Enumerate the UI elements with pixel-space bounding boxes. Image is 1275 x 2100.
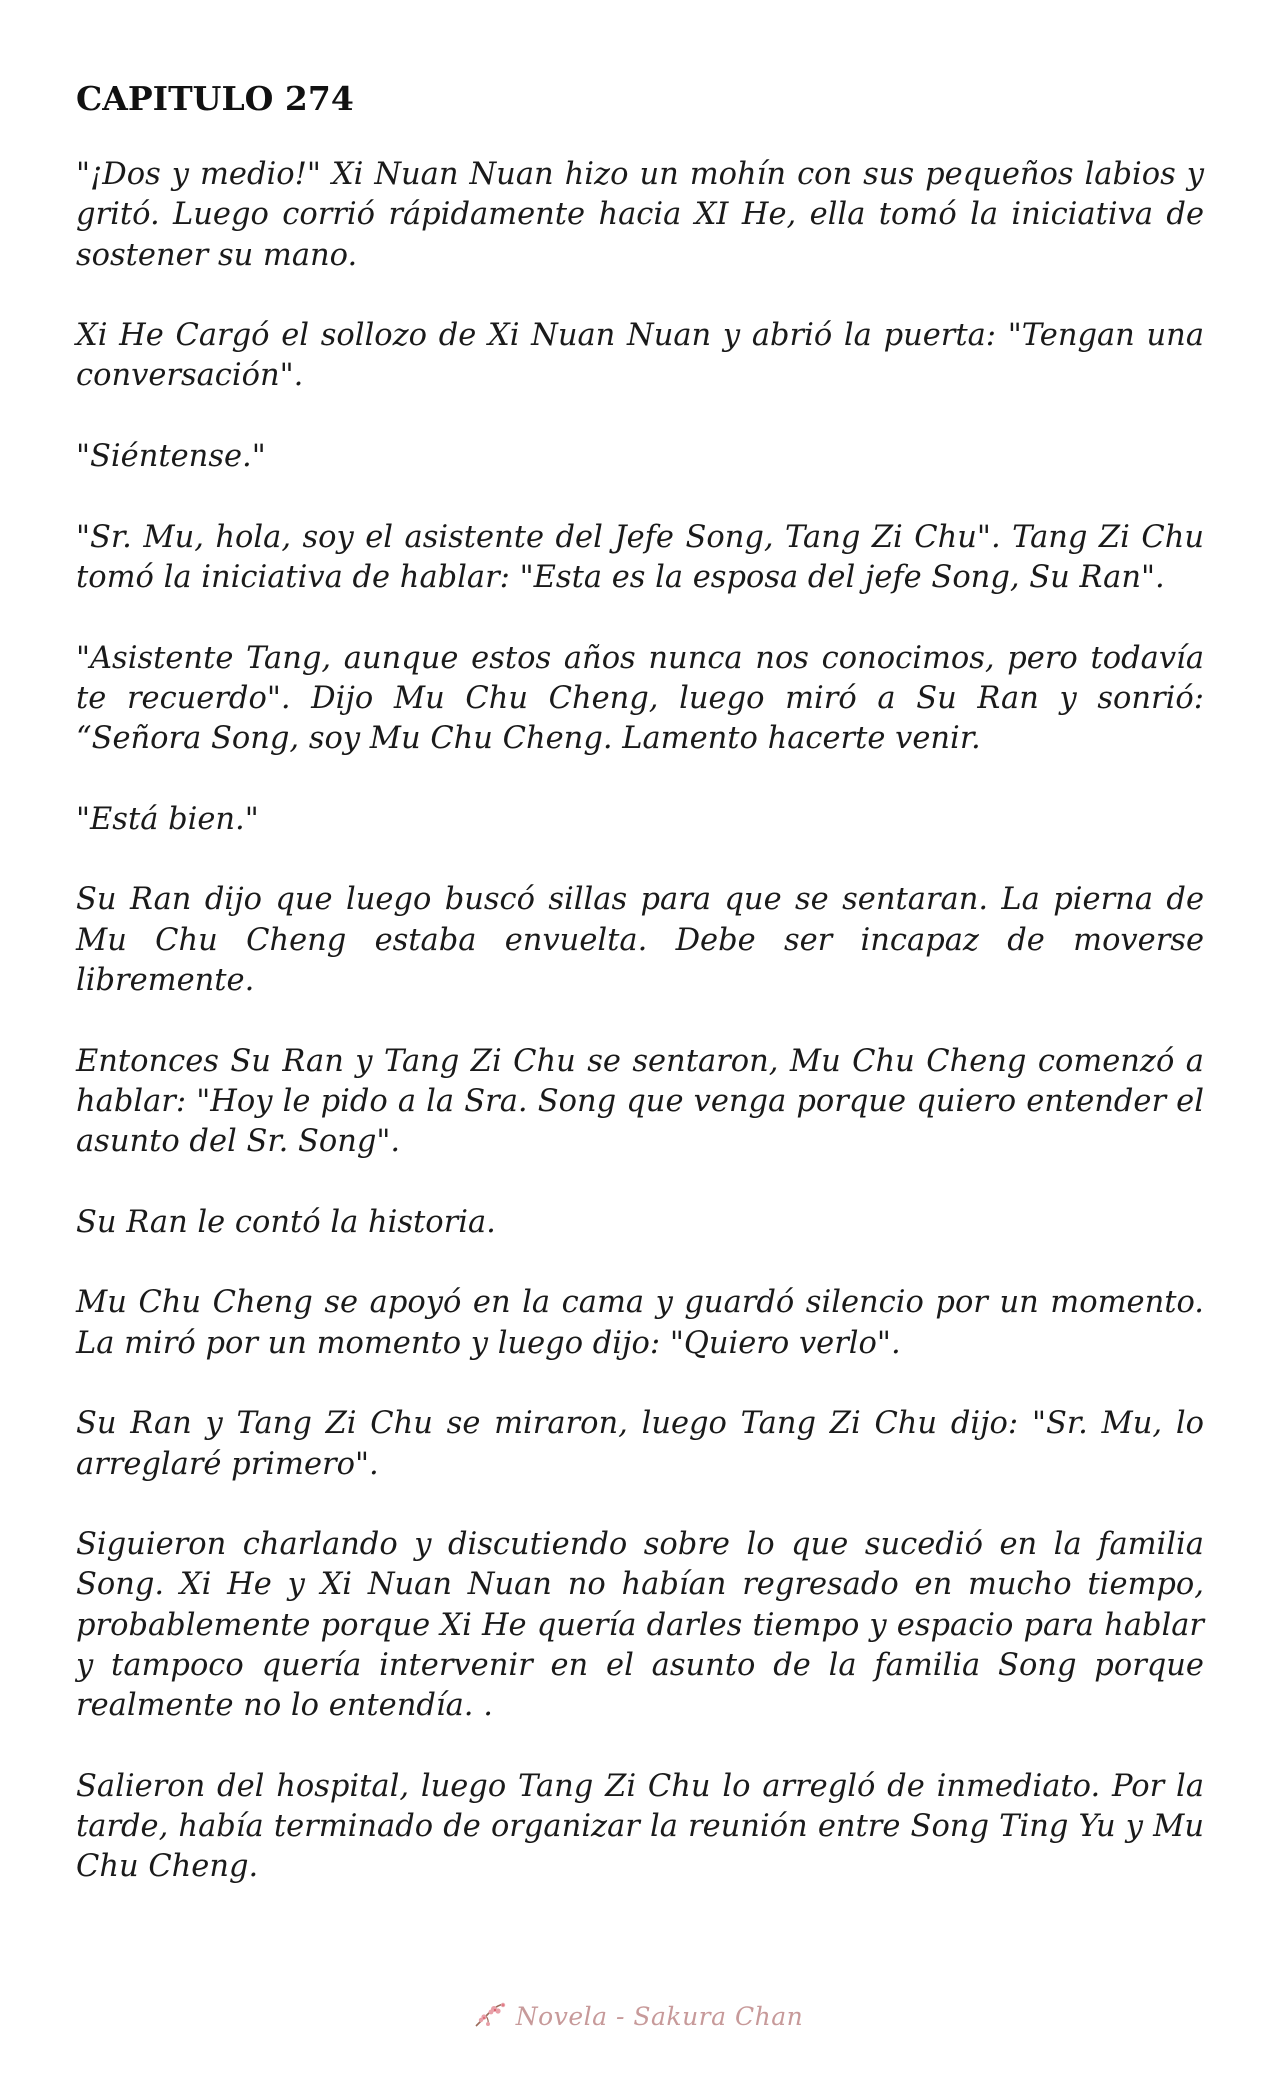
paragraph: "Siéntense."	[76, 439, 266, 475]
cherry-blossom-icon	[472, 2000, 510, 2032]
paragraph: Su Ran y Tang Zi Chu se miraron, luego Tang Zi Chu dijo: "Sr. Mu, lo arreglaré primero".	[76, 1406, 1204, 1482]
paragraph: "Sr. Mu, hola, soy el asistente del Jefe Song, Tang Zi Chu". Tang Zi Chu tomó la iniciativa de hablar: "Esta es la esposa del jefe Song, Su Ran".	[76, 519, 1204, 595]
paragraph: "Asistente Tang, aunque estos años nunca nos conocimos, pero todavía te recuerdo". Dijo Mu Chu Cheng, luego miró a Su Ran y sonrió: “Señora Song, soy Mu Chu Cheng. Lamento hacerte venir.	[76, 640, 1204, 757]
paragraph: Salieron del hospital, luego Tang Zi Chu lo arregló de inmediato. Por la tarde, había terminado de organizar la reunión entre Song Ting Yu y Mu Chu Cheng.	[76, 1768, 1204, 1885]
footer-watermark-text: Novela - Sakura Chan	[515, 2001, 804, 2031]
document-page	[76, 78, 1204, 1928]
chapter-title: CAPITULO 274	[76, 79, 354, 118]
paragraph: Mu Chu Cheng se apoyó en la cama y guardó silencio por un momento. La miró por un momento y luego dijo: "Quiero verlo".	[76, 1285, 1204, 1361]
paragraph: Xi He Cargó el sollozo de Xi Nuan Nuan y abrió la puerta: "Tengan una conversación".	[76, 318, 1204, 394]
paragraph: Siguieron charlando y discutiendo sobre lo que sucedió en la familia Song. Xi He y Xi Nuan Nuan no habían regresado en mucho tiempo, probablemente porque Xi He quería darles tiempo y espacio para hablar y tampoco quería intervenir en el asunto de la familia Song porque realmente no lo entendía. .	[76, 1527, 1204, 1724]
paragraph: "Está bien."	[76, 801, 259, 837]
paragraph: Entonces Su Ran y Tang Zi Chu se sentaron, Mu Chu Cheng comenzó a hablar: "Hoy le pido a la Sra. Song que venga porque quiero entender el asunto del Sr. Song".	[76, 1043, 1204, 1160]
paragraph: Su Ran dijo que luego buscó sillas para que se sentaran. La pierna de Mu Chu Cheng estaba envuelta. Debe ser incapaz de moverse libremente.	[76, 882, 1204, 998]
paragraph: Su Ran le contó la historia.	[76, 1204, 496, 1240]
paragraph: "¡Dos y medio!" Xi Nuan Nuan hizo un mohín con sus pequeños labios y gritó. Luego corrió rápidamente hacia XI He, ella tomó la iniciativa de sostener su mano.	[76, 157, 1204, 273]
footer-watermark	[0, 2000, 1275, 2036]
